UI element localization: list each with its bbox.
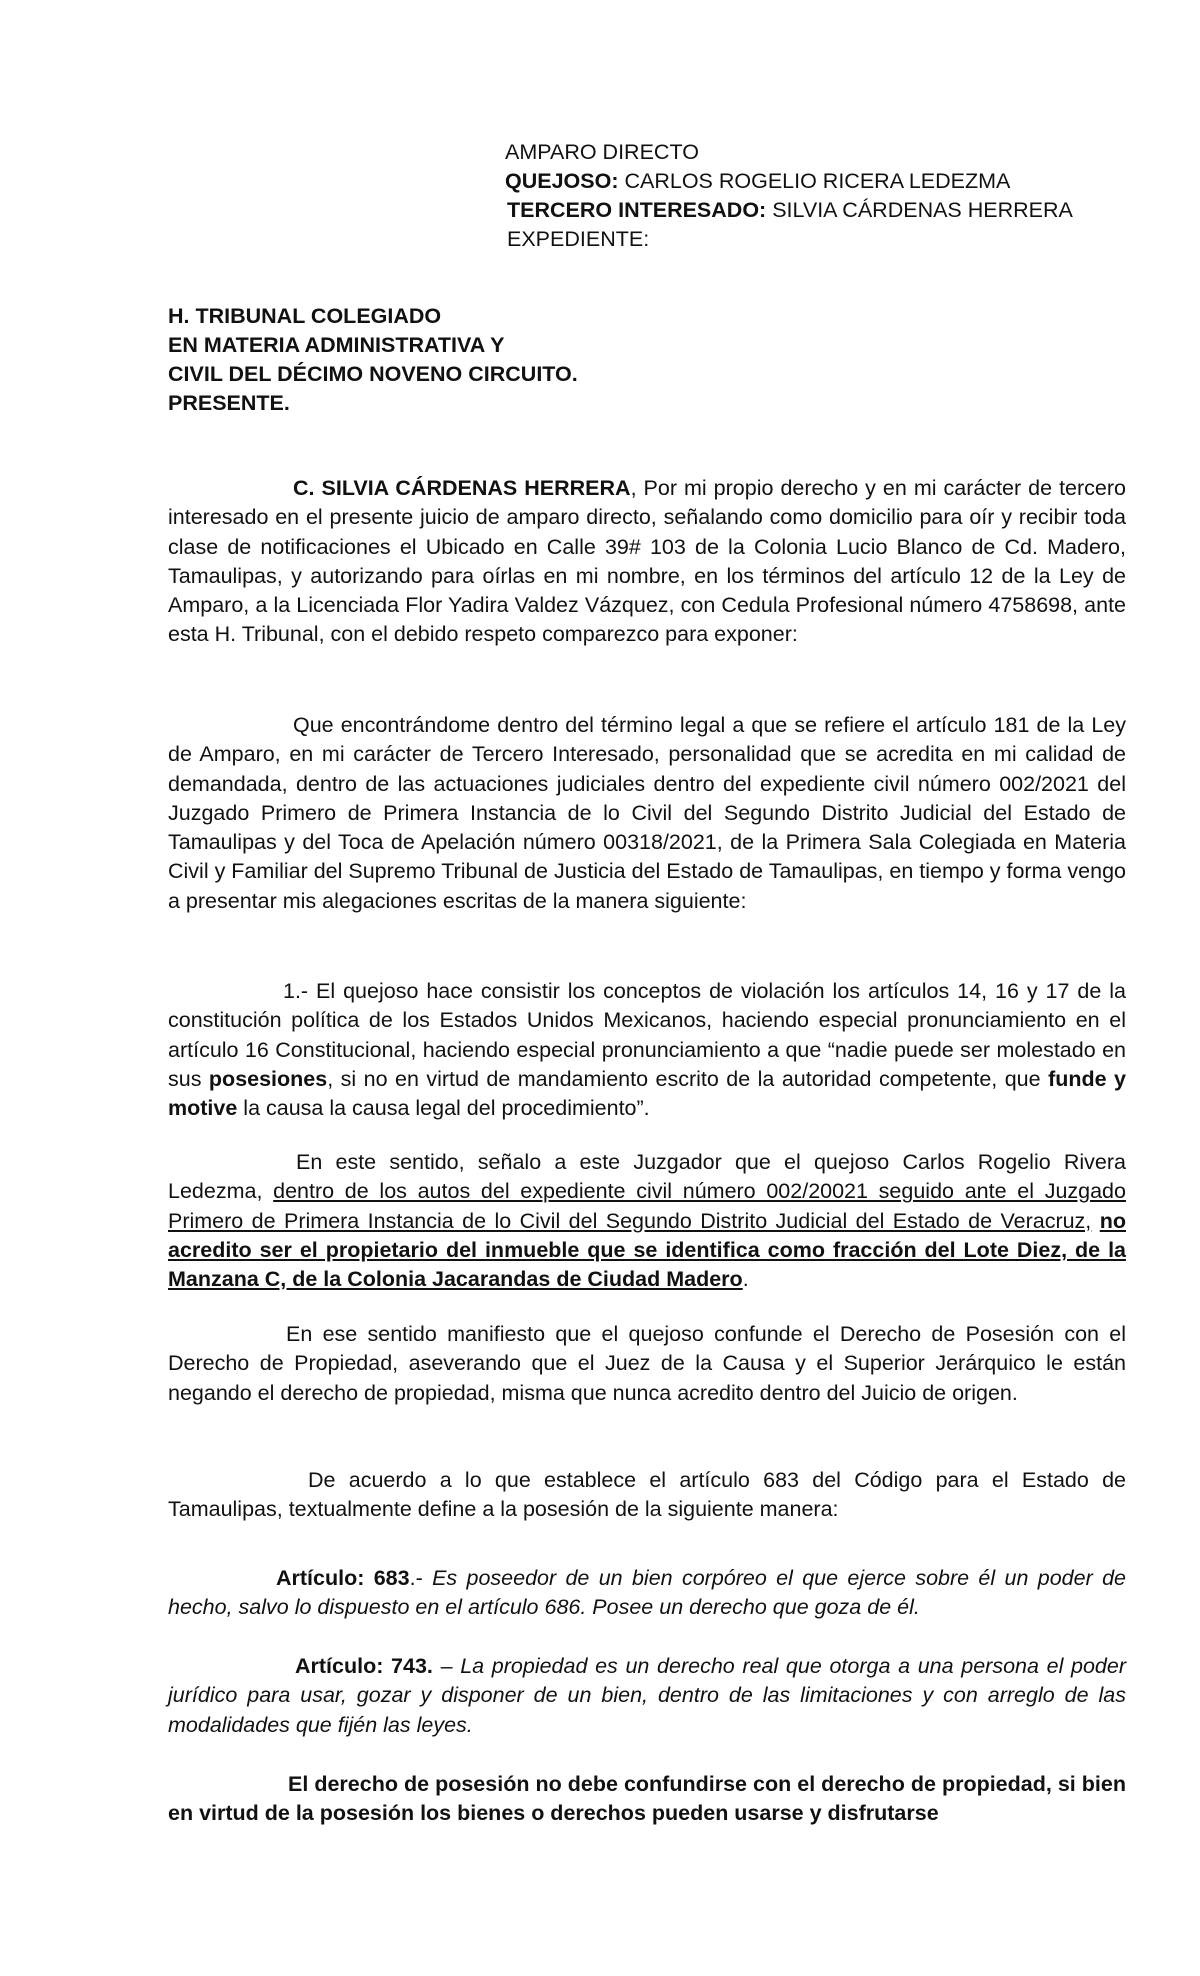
intro-paragraph xyxy=(168,474,1126,650)
article-683-text: Es poseedor de un bien corpóreo el que ejerce sobre él un poder de hecho, salvo lo dispuesto en el artículo 686. Posee un derecho que goza de él. xyxy=(168,1566,1126,1620)
expediente-line: EXPEDIENTE: xyxy=(507,227,650,251)
sentido-text: . xyxy=(742,1267,749,1292)
funde-motive-emphasis: funde y motive xyxy=(168,1066,1126,1121)
point-1-paragraph xyxy=(168,977,1126,1123)
article-683-label: Artículo: 683 xyxy=(276,1566,410,1590)
article-743-text: La propiedad es un derecho real que otorga a una persona el poder jurídico para usar, gozar y disponer de un bien, dentro de las limitaciones y con arreglo de las modalidades que fijén las leyes. xyxy=(168,1654,1127,1737)
party-name: C. SILVIA CÁRDENAS HERRERA xyxy=(293,476,631,500)
tercero-value: SILVIA CÁRDENAS HERRERA xyxy=(766,198,1073,222)
quejoso-line xyxy=(505,167,1073,196)
posesion-text: En ese sentido manifiesto que el quejoso confunde el Derecho de Posesión con el Derecho de Propiedad, aseverando que el Juez de la Causa y el Superior Jerárquico le están negando el derecho de propiedad, misma que nunca acredito dentro del Juicio de origen. xyxy=(168,1322,1126,1405)
tercero-line xyxy=(505,196,1073,225)
conclusion-paragraph xyxy=(168,1770,1126,1829)
court-line: H. TRIBUNAL COLEGIADO xyxy=(168,304,442,328)
article-743-separator: – xyxy=(432,1654,461,1678)
point-1-text: , si no en virtud de mandamiento escrito de la autoridad competente, que xyxy=(327,1066,1049,1091)
tercero-label: TERCERO INTERESADO: xyxy=(507,198,767,222)
amparo-type: AMPARO DIRECTO xyxy=(505,140,699,164)
court-line: CIVIL DEL DÉCIMO NOVENO CIRCUITO. xyxy=(168,362,578,386)
expediente-reference: dentro de los autos del expediente civil número 002/20021 seguido ante el Juzgado Primero de Primera Instancia de lo Civil del Segundo Distrito Judicial del Estado de Veracruz, xyxy=(168,1179,1126,1233)
posesiones-emphasis: posesiones xyxy=(208,1066,328,1091)
quejoso-value: CARLOS ROGELIO RICERA LEDEZMA xyxy=(618,169,1011,193)
propietario-statement: no acredito ser el propietario del inmueble que se identifica como fracción del Lote Diez, de la Manzana C, de la Colonia Jacarandas de Ciudad Madero xyxy=(168,1208,1126,1292)
conclusion-text: El derecho de posesión no debe confundirse con el derecho de propiedad, si bien en virtud de la posesión los bienes o derechos pueden usarse y disfrutarse xyxy=(168,1772,1126,1826)
posesion-paragraph xyxy=(168,1320,1126,1408)
intro-text: , Por mi propio derecho y en mi carácter de tercero interesado en el presente juicio de amparo directo, señalando como domicilio para oír y recibir toda clase de notificaciones el Ubicado en Calle 39# 103 de la Colonia Lucio Blanco de Cd. Madero, Tamaulipas, y autorizando para oírlas en mi nombre, en los términos del artículo 12 de la Ley de Amparo, a la Licenciada Flor Yadira Valdez Vázquez, con Cedula Profesional número 4758698, ante esta H. Tribunal, con el debido respeto comparezco para exponer: xyxy=(168,476,1126,647)
article-743-label: Artículo: 743. xyxy=(295,1654,433,1678)
point-1-text: la causa la causa legal del procedimiento”. xyxy=(237,1096,650,1121)
article-683-separator: .- xyxy=(409,1566,433,1590)
point-1-text: 1.- El quejoso hace consistir los conceptos de violación los artículos 14, 16 y 17 de la constitución política de los Estados Unidos Mexicanos, haciendo especial pronunciamiento en el artículo 16 Constitucional, haciendo especial pronunciamiento a que “nadie puede ser molestado en sus xyxy=(168,979,1126,1091)
codigo-text: De acuerdo a lo que establece el artículo 683 del Código para el Estado de Tamaulipas, textualmente define a la posesión de la siguiente manera: xyxy=(168,1468,1126,1522)
court-address xyxy=(168,302,578,418)
allegations-text: Que encontrándome dentro del término legal a que se refiere el artículo 181 de la Ley de Amparo, en mi carácter de Tercero Interesado, personalidad que se acredita en mi calidad de demandada, dentro de las actuaciones judiciales dentro del expediente civil número 002/2021 del Juzgado Primero de Primera Instancia de lo Civil del Segundo Distrito Judicial del Estado de Tamaulipas y del Toca de Apelación número 00318/2021, de la Primera Sala Colegiada en Materia Civil y Familiar del Supremo Tribunal de Justicia del Estado de Tamaulipas, en tiempo y forma vengo a presentar mis alegaciones escritas de la manera siguiente: xyxy=(168,713,1127,913)
court-line: EN MATERIA ADMINISTRATIVA Y xyxy=(168,333,505,357)
quejoso-label: QUEJOSO: xyxy=(505,169,619,193)
sentido-text xyxy=(1091,1209,1099,1233)
court-line: PRESENTE. xyxy=(168,391,290,415)
case-header xyxy=(505,138,1073,254)
allegations-paragraph xyxy=(168,711,1126,916)
sentido-text: En este sentido, señalo a este Juzgador que el quejoso Carlos Rogelio Rivera Ledezma, xyxy=(168,1150,1126,1204)
article-683 xyxy=(168,1564,1126,1623)
sentido-paragraph xyxy=(168,1148,1126,1294)
article-743 xyxy=(168,1652,1126,1740)
codigo-paragraph xyxy=(168,1466,1126,1525)
